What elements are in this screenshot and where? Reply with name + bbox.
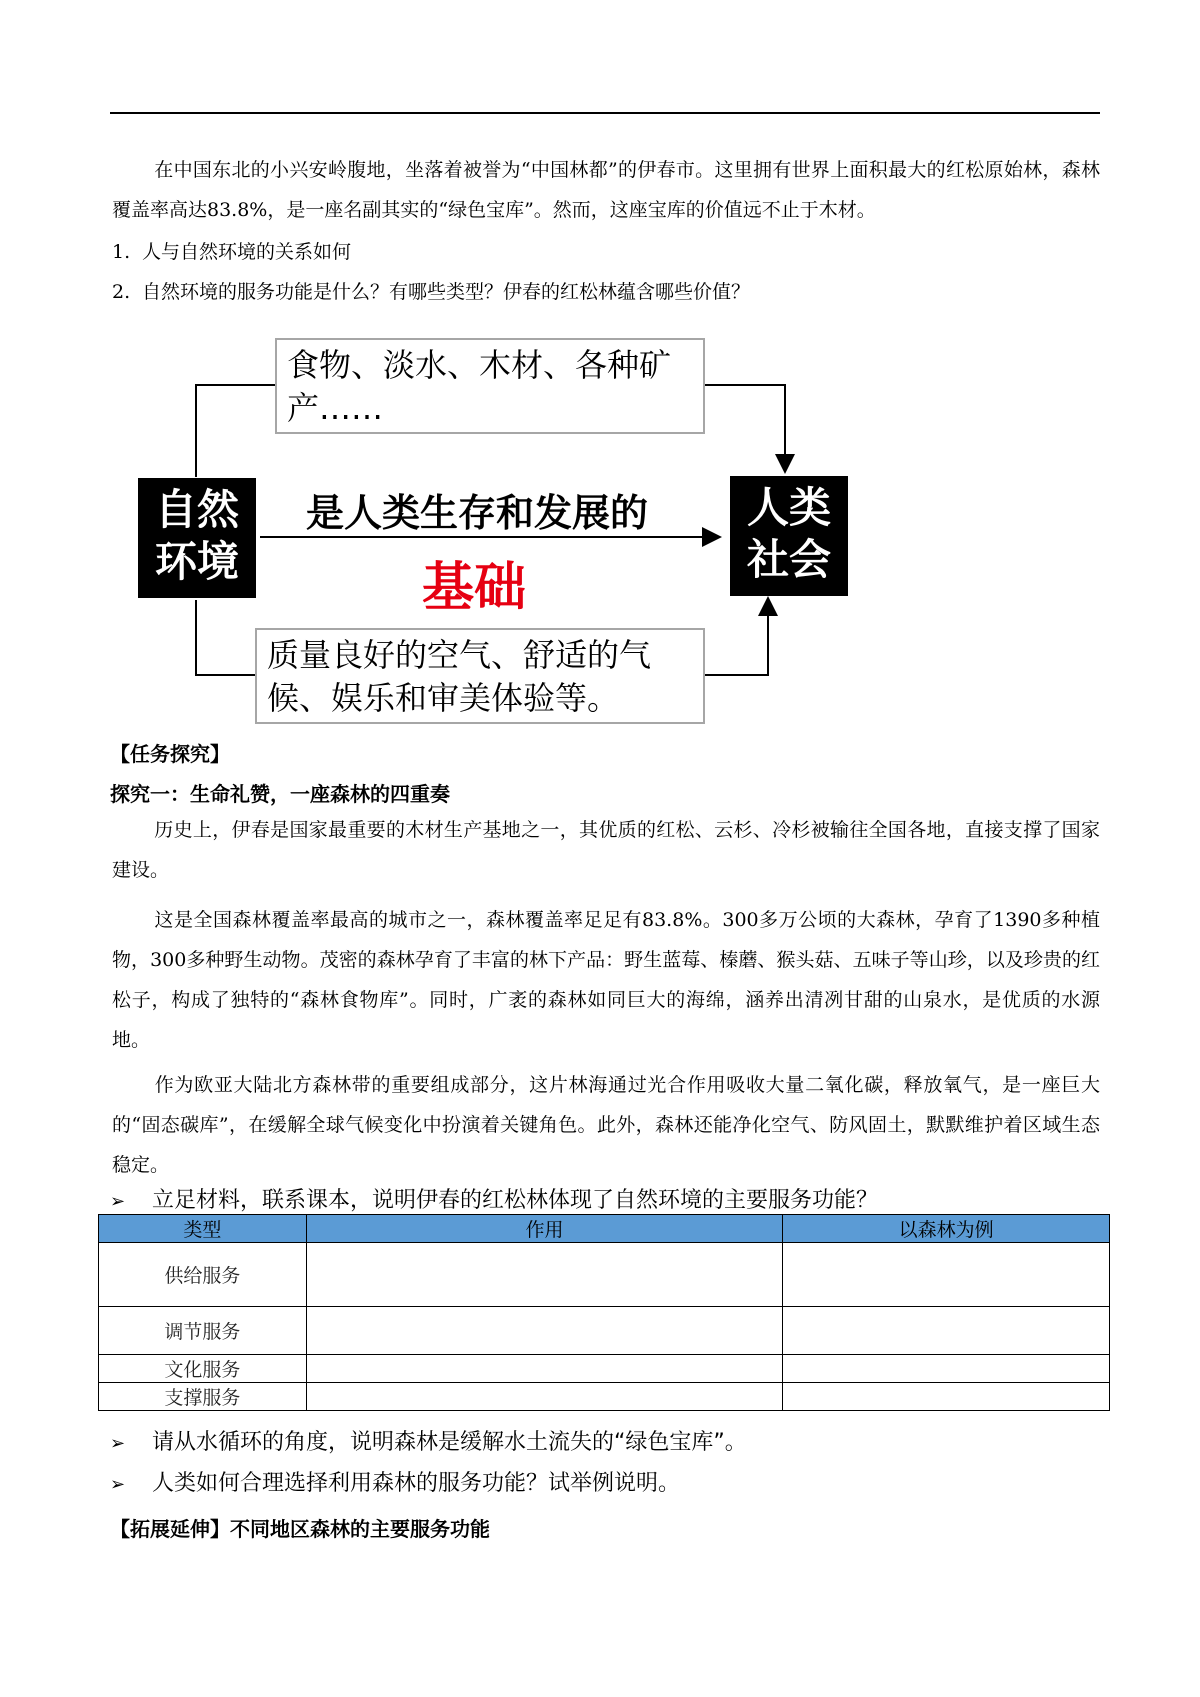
table-row [99,1307,1110,1355]
header-forest-example: 以森林为例 [783,1215,1110,1243]
answer-cell[interactable] [783,1355,1110,1383]
bottom-connector-right [700,600,768,675]
top-provision-box: 食物、淡水、木材、各种矿产…… [275,338,705,434]
task-paragraph-2: 这是全国森林覆盖率最高的城市之一，森林覆盖率足足有83.8%。300多万公顷的大森林，孕育了1390多种植物，300多种野生动物。茂密的森林孕育了丰富的林下产品：野生蓝莓、榛蘑、猴头菇、五味子等山珍，以及珍贵的红松子，构成了独特的“森林食物库”。同时，广袤的森林如同巨大的海绵，涵养出清冽甘甜的山泉水，是优质的水源地。 [112,909,1100,1051]
answer-cell[interactable] [306,1243,783,1307]
row-type-label: 调节服务 [99,1307,307,1355]
arrow-emphasis: 基础 [422,558,527,618]
row-type-label: 文化服务 [99,1355,307,1383]
row-type-label: 供给服务 [99,1243,307,1307]
answer-cell[interactable] [783,1383,1110,1411]
table-header-row [99,1215,1110,1243]
human-society-block: 人类社会 [730,476,848,596]
answer-cell[interactable] [306,1355,783,1383]
task-heading: 【任务探究】 [110,742,230,766]
header-function: 作用 [306,1215,783,1243]
relationship-diagram [120,330,880,730]
question-1: 1. 人与自然环境的关系如何 [112,241,352,263]
bullet-question-1: ➢ 立足材料，联系课本，说明伊春的红松林体现了自然环境的主要服务功能？ [110,1188,879,1213]
table-row [99,1355,1110,1383]
answer-cell[interactable] [306,1383,783,1411]
table-row [99,1243,1110,1307]
bullet-arrow-icon: ➢ [110,1433,126,1454]
answer-cell[interactable] [783,1307,1110,1355]
extension-heading: 【拓展延伸】不同地区森林的主要服务功能 [110,1517,490,1541]
top-connector-left [196,385,275,477]
answer-cell[interactable] [783,1243,1110,1307]
bullet-arrow-icon: ➢ [110,1474,126,1495]
task-subheading: 探究一：生命礼赞，一座森林的四重奏 [110,782,450,806]
top-connector-right [700,385,785,470]
question-2: 2. 自然环境的服务功能是什么？有哪些类型？伊春的红松林蕴含哪些价值？ [112,281,751,303]
header-type: 类型 [99,1215,307,1243]
row-type-label: 支撑服务 [99,1383,307,1411]
answer-cell[interactable] [306,1307,783,1355]
header-rule [110,112,1100,114]
bullet-question-3: ➢ 人类如何合理选择利用森林的服务功能？试举例说明。 [110,1471,681,1496]
natural-environment-block: 自然环境 [138,478,256,598]
table-row [99,1383,1110,1411]
task-paragraph-3: 作为欧亚大陆北方森林带的重要组成部分，这片林海通过光合作用吸收大量二氧化碳，释放氧气，是一座巨大的“固态碳库”，在缓解全球气候变化中扮演着关键角色。此外，森林还能净化空气、防风固土，默默维护着区域生态稳定。 [112,1074,1100,1176]
service-function-table [98,1214,1110,1411]
bottom-connector-left [196,600,255,675]
bullet-question-2: ➢ 请从水循环的角度，说明森林是缓解水土流失的“绿色宝库”。 [110,1430,747,1455]
intro-paragraph: 在中国东北的小兴安岭腹地，坐落着被誉为“中国林都”的伊春市。这里拥有世界上面积最大的红松原始林，森林覆盖率高达83.8%，是一座名副其实的“绿色宝库”。然而，这座宝库的价值远不止于木材。 [112,159,1100,221]
bottom-service-box: 质量良好的空气、舒适的气候、娱乐和审美体验等。 [255,628,705,724]
task-paragraph-1: 历史上，伊春是国家最重要的木材生产基地之一，其优质的红松、云杉、冷杉被输往全国各地，直接支撑了国家建设。 [112,819,1100,881]
bullet-arrow-icon: ➢ [110,1191,126,1212]
arrow-label: 是人类生存和发展的 [306,491,649,535]
